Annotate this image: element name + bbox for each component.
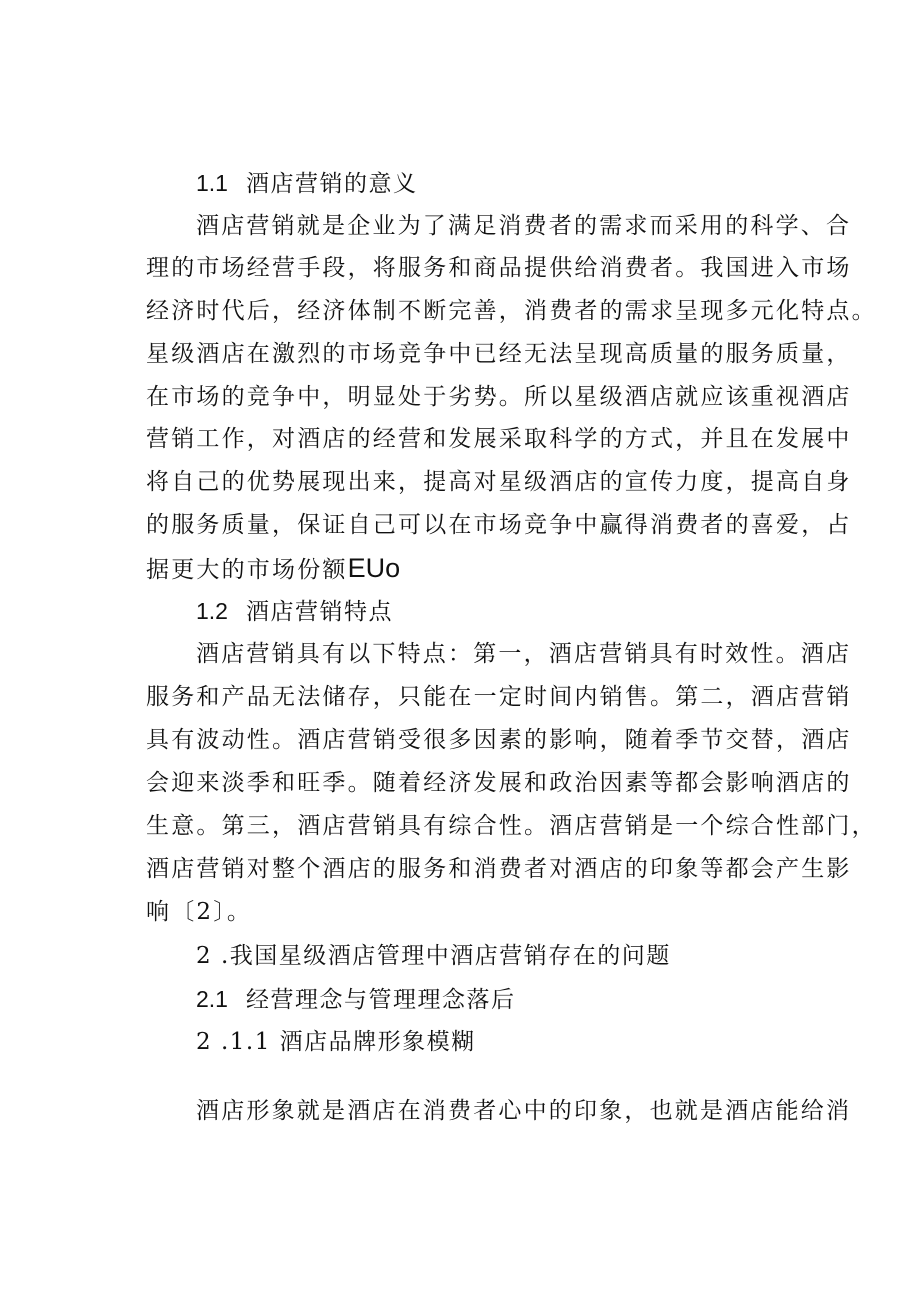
citation-artifact: EUo [347, 553, 401, 583]
section-heading-2-1 [196, 986, 515, 1013]
paragraph-line: 生意。第三，酒店营销具有综合性。酒店营销是一个综合性部门， [146, 813, 877, 839]
paragraph-line: 具有波动性。酒店营销受很多因素的影响，随着季节交替，酒店 [146, 727, 852, 753]
section-heading-1-1 [196, 170, 417, 197]
section-heading-2-1-1: 2 .1.1 酒店品牌形象模糊 [196, 1029, 476, 1055]
paragraph-line: 星级酒店在激烈的市场竞争中已经无法呈现高质量的服务质量， [146, 341, 852, 367]
paragraph-line: 酒店形象就是酒店在消费者心中的印象，也就是酒店能给消 [196, 1098, 852, 1124]
paragraph-line-last [146, 555, 400, 583]
section-heading-2: 2 .我国星级酒店管理中酒店营销存在的问题 [196, 943, 671, 969]
section-title: 经营理念与管理理念落后 [245, 987, 516, 1013]
paragraph-line: 理的市场经营手段，将服务和商品提供给消费者。我国进入市场 [146, 255, 852, 281]
paragraph-line: 的服务质量，保证自己可以在市场竞争中赢得消费者的喜爱，占 [146, 512, 852, 538]
paragraph-line: 将自己的优势展现出来，提高对星级酒店的宣传力度，提高自身 [146, 469, 852, 495]
paragraph-line: 酒店营销具有以下特点：第一，酒店营销具有时效性。酒店 [196, 641, 852, 667]
paragraph-line: 服务和产品无法储存，只能在一定时间内销售。第二，酒店营销 [146, 684, 852, 710]
section-heading-1-2 [196, 598, 393, 625]
section-title: 酒店营销的意义 [245, 171, 418, 197]
section-number: 1.1 [196, 170, 228, 196]
paragraph-text: 据更大的市场份额 [146, 557, 348, 583]
paragraph-line: 酒店营销就是企业为了满足消费者的需求而采用的科学、合 [196, 213, 852, 239]
paragraph-line: 经济时代后，经济体制不断完善，消费者的需求呈现多元化特点。 [146, 298, 877, 324]
section-number: 2.1 [196, 986, 228, 1012]
paragraph-line: 会迎来淡季和旺季。随着经济发展和政治因素等都会影响酒店的 [146, 770, 852, 796]
section-title: 酒店营销特点 [245, 599, 393, 625]
paragraph-line: 在市场的竞争中，明显处于劣势。所以星级酒店就应该重视酒店 [146, 384, 852, 410]
paragraph-line: 酒店营销对整个酒店的服务和消费者对酒店的印象等都会产生影 [146, 856, 852, 882]
paragraph-line: 营销工作，对酒店的经营和发展采取科学的方式，并且在发展中 [146, 426, 852, 452]
paragraph-line: 响〔2〕。 [146, 899, 253, 925]
section-number: 1.2 [196, 598, 228, 624]
